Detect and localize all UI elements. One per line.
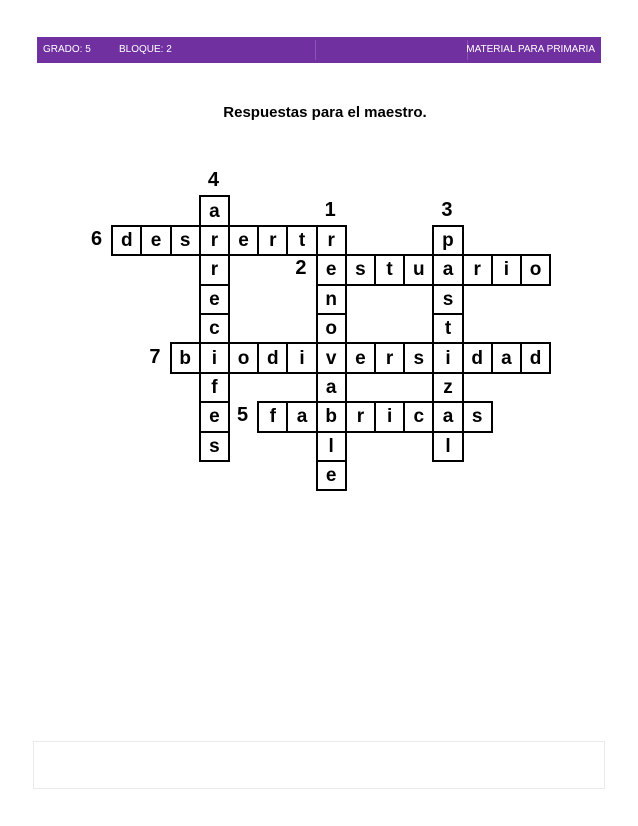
crossword-cell: d — [462, 342, 493, 373]
page-title: Respuestas para el maestro. — [223, 104, 427, 121]
crossword-cell: s — [345, 254, 376, 285]
grade-label: GRADO: 5 — [43, 44, 91, 55]
crossword-cell: s — [170, 225, 201, 256]
crossword-cell: r — [199, 225, 230, 256]
crossword-cell: p — [432, 225, 463, 256]
crossword-cell: r — [462, 254, 493, 285]
crossword-cell: i — [286, 342, 317, 373]
crossword-cell: o — [228, 342, 259, 373]
crossword-cell: e — [140, 225, 171, 256]
crossword-cell: a — [316, 372, 347, 403]
crossword-cell: i — [491, 254, 522, 285]
crossword-cell: l — [432, 431, 463, 462]
crossword-cell: t — [374, 254, 405, 285]
crossword-cell: r — [199, 254, 230, 285]
clue-number: 2 — [295, 257, 307, 280]
crossword-cell: r — [345, 401, 376, 432]
crossword-cell: r — [257, 225, 288, 256]
crossword-cell: o — [316, 313, 347, 344]
crossword-cell: i — [432, 342, 463, 373]
clue-number: 7 — [149, 345, 161, 368]
crossword-cell: f — [199, 372, 230, 403]
crossword-cell: v — [316, 342, 347, 373]
clue-number: 6 — [91, 227, 103, 250]
clue-number: 4 — [207, 169, 219, 192]
crossword-cell: c — [199, 313, 230, 344]
crossword-cell: s — [432, 284, 463, 315]
crossword-cell: f — [257, 401, 288, 432]
crossword-cell: a — [491, 342, 522, 373]
crossword-cell: s — [199, 431, 230, 462]
crossword-cell: n — [316, 284, 347, 315]
clue-number: 5 — [237, 404, 249, 427]
crossword-cell: a — [432, 401, 463, 432]
crossword-cell: e — [199, 401, 230, 432]
crossword-cell: e — [228, 225, 259, 256]
crossword-cell: u — [403, 254, 434, 285]
crossword-cell: i — [199, 342, 230, 373]
crossword-cell: t — [432, 313, 463, 344]
clue-number: 3 — [441, 198, 453, 221]
crossword-cell: d — [520, 342, 551, 373]
clue-number: 1 — [324, 198, 336, 221]
crossword-cell: a — [199, 195, 230, 226]
crossword-cell: b — [316, 401, 347, 432]
crossword-cell: c — [403, 401, 434, 432]
crossword-cell: d — [257, 342, 288, 373]
crossword-cell: t — [286, 225, 317, 256]
crossword-cell: d — [111, 225, 142, 256]
crossword-cell: o — [520, 254, 551, 285]
crossword-cell: e — [199, 284, 230, 315]
crossword-cell: s — [403, 342, 434, 373]
crossword-cell: b — [170, 342, 201, 373]
crossword-cell: e — [345, 342, 376, 373]
crossword-cell: r — [374, 342, 405, 373]
crossword-cell: a — [432, 254, 463, 285]
footer-area — [33, 741, 605, 789]
crossword-cell: e — [316, 254, 347, 285]
crossword-cell: r — [316, 225, 347, 256]
crossword-cell: s — [462, 401, 493, 432]
crossword-cell: z — [432, 372, 463, 403]
crossword-cell: e — [316, 460, 347, 491]
crossword-cell: l — [316, 431, 347, 462]
block-label: BLOQUE: 2 — [119, 44, 172, 55]
material-label: MATERIAL PARA PRIMARIA — [466, 44, 595, 55]
crossword-cell: i — [374, 401, 405, 432]
crossword-cell: a — [286, 401, 317, 432]
